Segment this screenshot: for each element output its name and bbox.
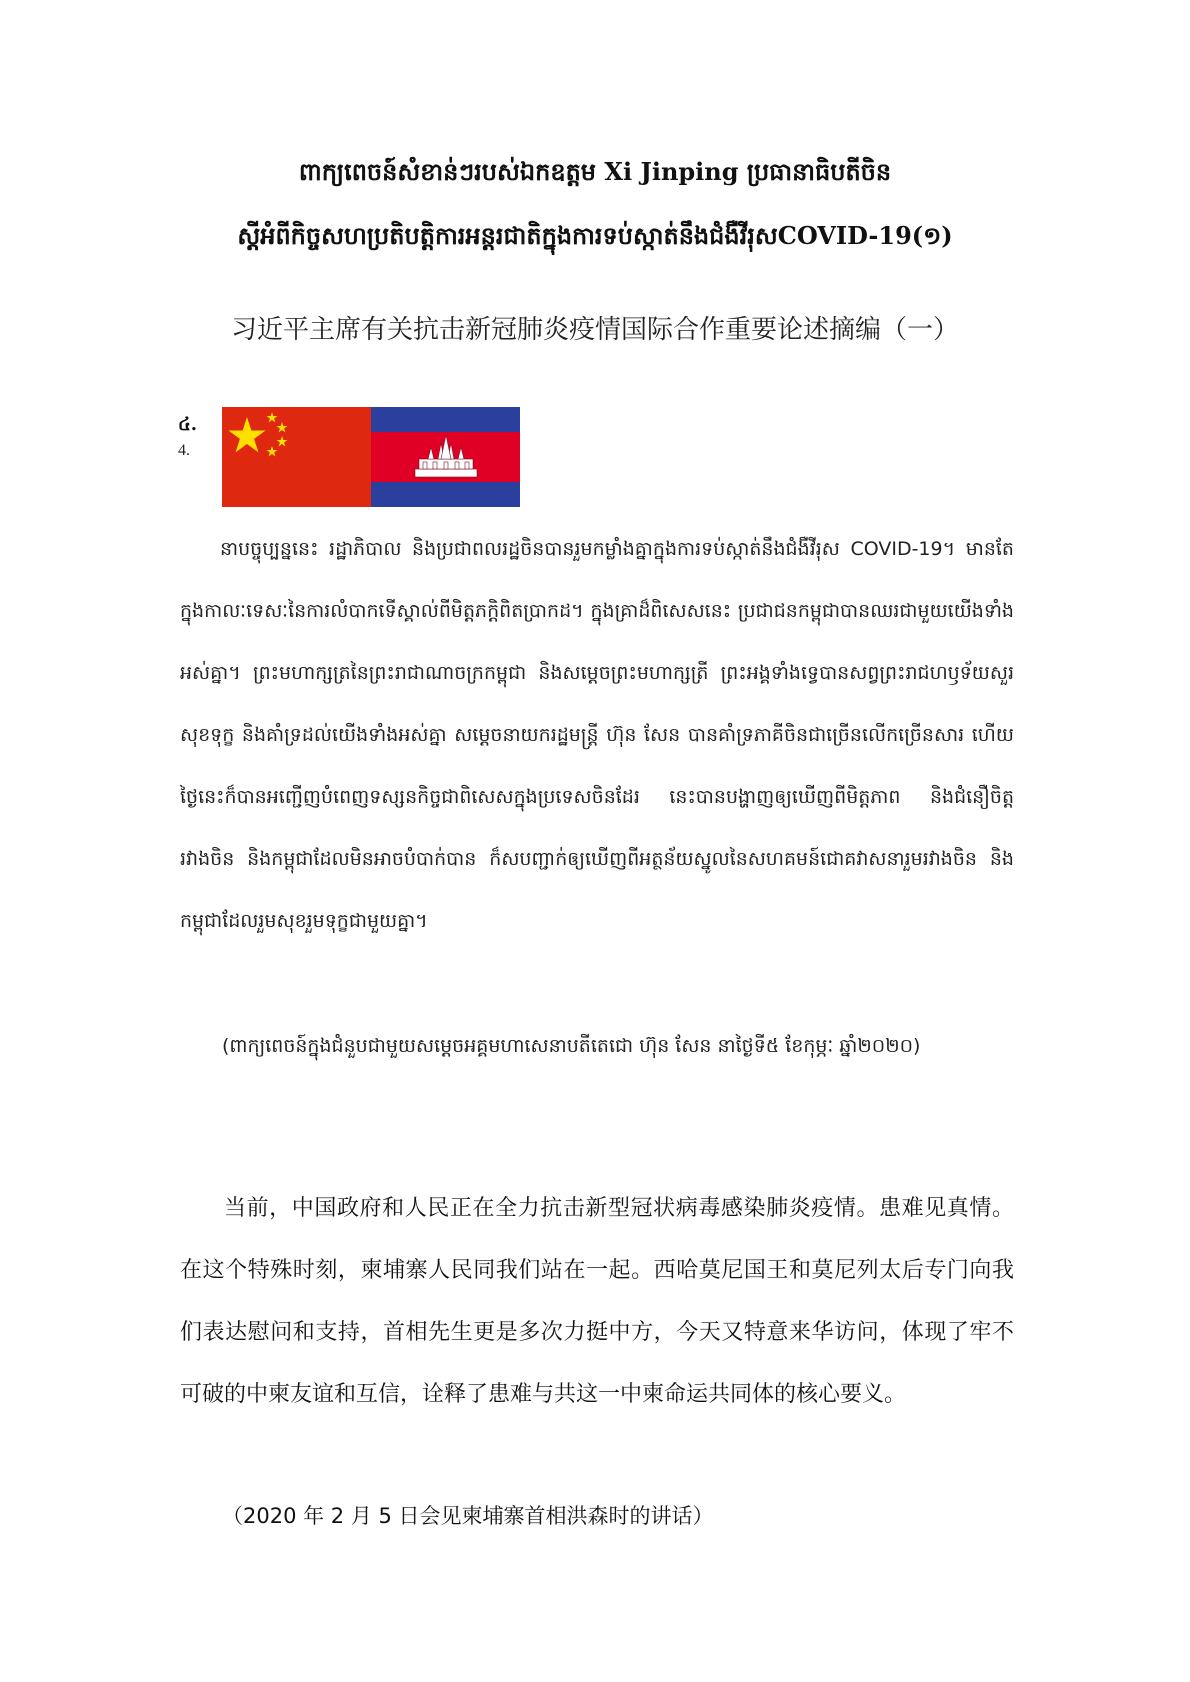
flags-image bbox=[222, 407, 520, 507]
khmer-paragraph bbox=[180, 518, 1014, 952]
cambodia-flag-icon bbox=[371, 407, 520, 507]
khmer-paragraph-text: នាបច្ចុប្បន្ននេះ រដ្ឋាភិបាល និងប្រជាពលរដ្ឋចិនបានរួមកម្លាំងគ្នាក្នុងការទប់ស្កាត់នឹងជំងឺវីរុស COVID-19។ មានតែក្នុងកាលៈទេសៈនៃការលំបាកទើស្គាល់ពីមិត្តភក្តិពិតប្រាកដ។ ក្នុងគ្រាដ៏ពិសេសនេះ ប្រជាជនកម្ពុជាបានឈរជាមួយយើងទាំងអស់គ្នា។ ព្រះមហាក្សត្រនៃព្រះរាជាណាចក្រកម្ពុជា និងសម្តេចព្រះមហាក្សត្រី ព្រះអង្គទាំងទ្វេបានសព្វព្រះរាជហឫទ័យសួរសុខទុក្ខ និងគាំទ្រដល់យើងទាំងអស់គ្នា សម្តេចនាយករដ្ឋមន្ត្រី ហ៊ុន សែន បានគាំទ្រភាគីចិនជាច្រើនលើកច្រើនសារ ហើយថ្ងៃនេះក៏បានអញ្ជើញបំពេញទស្សនកិច្ចជាពិសេសក្នុងប្រទេសចិនដែរ នេះបានបង្ហាញឲ្យឃើញពីមិត្តភាព និងជំនឿចិត្តរវាងចិន និងកម្ពុជាដែលមិនអាចបំបាក់បាន ក៏សបញ្ជាក់ឲ្យឃើញពីអត្ថន័យស្នូលនៃសហគមន៍ជោគវាសនារួមរវាងចិន និងកម្ពុជាដែលរួមសុខរួមទុក្ខជាមួយគ្នា។ bbox=[180, 538, 1014, 932]
title-chinese: 习近平主席有关抗击新冠肺炎疫情国际合作重要论述摘编（一） bbox=[230, 315, 959, 345]
section-number-latin: 4. bbox=[178, 442, 190, 459]
chinese-source-citation: （2020 年 2 月 5 日会见柬埔寨首相洪森时的讲话） bbox=[222, 1504, 714, 1528]
title-khmer-line-1: ពាក្យពេចន៍សំខាន់ៗរបស់ឯកឧត្តម Xi Jinping ប្រធានាធិបតីចិន bbox=[298, 157, 892, 186]
section-number-khmer: ៤. bbox=[178, 414, 198, 435]
chinese-paragraph-text: 当前，中国政府和人民正在全力抗击新型冠状病毒感染肺炎疫情。患难见真情。在这个特殊时刻，柬埔寨人民同我们站在一起。西哈莫尼国王和莫尼列太后专门向我们表达慰问和支持，首相先生更是多次力挺中方，今天又特意来华访问，体现了牢不可破的中柬友谊和互信，诠释了患难与共这一中柬命运共同体的核心要义。 bbox=[180, 1196, 1014, 1407]
chinese-paragraph bbox=[180, 1178, 1014, 1426]
khmer-source-citation: (ពាក្យពេចន៍ក្នុងជំនួបជាមួយសម្តេចអគ្គមហាសេនាបតីតេជោ ហ៊ុន សែន នាថ្ងៃទី៥ ខែកុម្ភៈ ឆ្នាំ២០២០) bbox=[222, 1035, 921, 1057]
title-khmer-line-2: ស្តីអំពីកិច្ចសហប្រតិបត្តិការអន្តរជាតិក្នុងការទប់ស្កាត់នឹងជំងឺវីរុសCOVID-19(១) bbox=[237, 221, 953, 250]
china-flag-icon bbox=[222, 407, 371, 507]
